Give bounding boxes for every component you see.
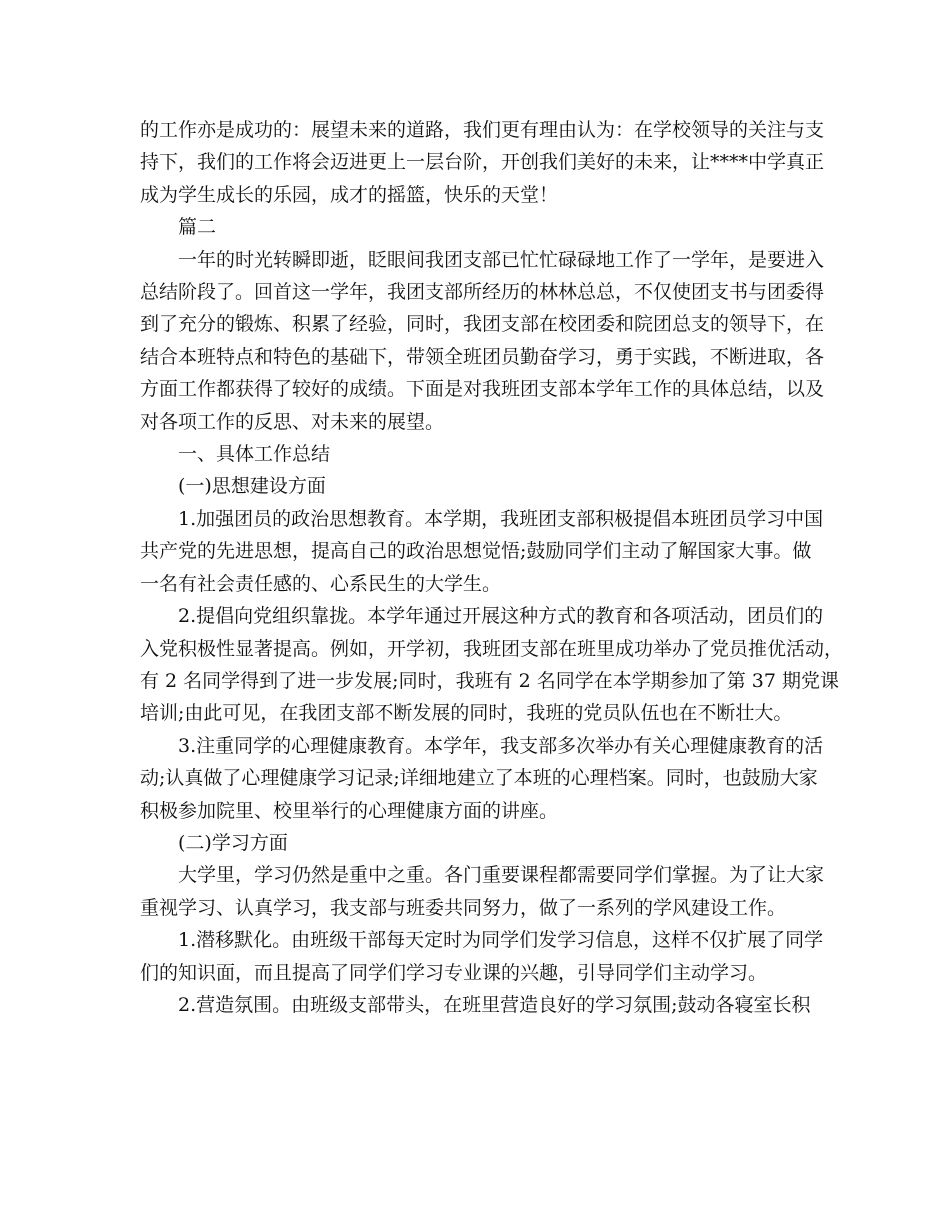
text-line: 入党积极性显著提高。例如，开学初，我班团支部在班里成功举办了党员推优活动，: [140, 637, 844, 660]
text-line: 3.注重同学的心理健康教育。本学年，我支部多次举办有关心理健康教育的活: [178, 734, 824, 757]
text-line: 1.加强团员的政治思想教育。本学期，我班团支部积极提倡本班团员学习中国: [178, 507, 824, 530]
text-line: 结合本班特点和特色的基础下，带领全班团员勤奋学习，勇于实践，不断进取，各: [140, 345, 825, 368]
text-line: 重视学习、认真学习，我支部与班委共同努力，做了一系列的学风建设工作。: [140, 896, 787, 919]
subsection-heading: (一)思想建设方面: [178, 475, 326, 498]
text-line: 总结阶段了。回首这一学年，我团支部所经历的林林总总，不仅使团支书与团委得: [140, 281, 825, 304]
text-line: 一名有社会责任感的、心系民生的大学生。: [140, 572, 502, 595]
text-line: 2.提倡向党组织靠拢。本学年通过开展这种方式的教育和各项活动，团员们的: [178, 605, 824, 628]
text-line: 一年的时光转瞬即逝，眨眼间我团支部已忙忙碌碌地工作了一学年，是要进入: [178, 248, 825, 271]
section-heading: 一、具体工作总结: [178, 443, 331, 466]
text-line: 的工作亦是成功的：展望未来的道路，我们更有理由认为：在学校领导的关注与支: [140, 119, 825, 141]
section-heading: 篇二: [178, 216, 217, 239]
text-line: 1.潜移默化。由班级干部每天定时为同学们发学习信息，这样不仅扩展了同学: [178, 929, 824, 952]
text-line: 持下，我们的工作将会迈进更上一层台阶，开创我们美好的未来，让****中学真正: [140, 151, 825, 174]
text-line: 共产党的先进思想，提高自己的政治思想觉悟;鼓励同学们主动了解国家大事。做: [140, 540, 812, 563]
subsection-heading: (二)学习方面: [178, 831, 288, 854]
text-line: 有 2 名同学得到了进一步发展;同时，我班有 2 名同学在本学期参加了第 37 期党课: [140, 669, 839, 692]
text-line: 动;认真做了心理健康学习记录;详细地建立了本班的心理档案。同时，也鼓励大家: [140, 767, 818, 790]
text-line: 大学里，学习仍然是重中之重。各门重要课程都需要同学们掌握。为了让大家: [178, 864, 825, 887]
text-line: 2.营造氛围。由班级支部带头，在班里营造良好的学习氛围;鼓动各寝室长积: [178, 993, 811, 1016]
text-line: 积极参加院里、校里举行的心理健康方面的讲座。: [140, 799, 559, 822]
text-line: 成为学生成长的乐园，成才的摇篮，快乐的天堂！: [140, 183, 559, 206]
text-line: 方面工作都获得了较好的成绩。下面是对我班团支部本学年工作的具体总结，以及: [140, 378, 825, 401]
text-line: 培训;由此可见，在我团支部不断发展的同时，我班的党员队伍也在不断壮大。: [140, 702, 793, 725]
text-line: 到了充分的锻炼、积累了经验，同时，我团支部在校团委和院团总支的领导下，在: [140, 313, 825, 336]
document-page: [140, 114, 844, 1021]
text-line: 们的知识面，而且提高了同学们学习专业课的兴趣，引导同学们主动学习。: [140, 961, 768, 984]
text-line: 对各项工作的反思、对未来的展望。: [140, 410, 445, 433]
